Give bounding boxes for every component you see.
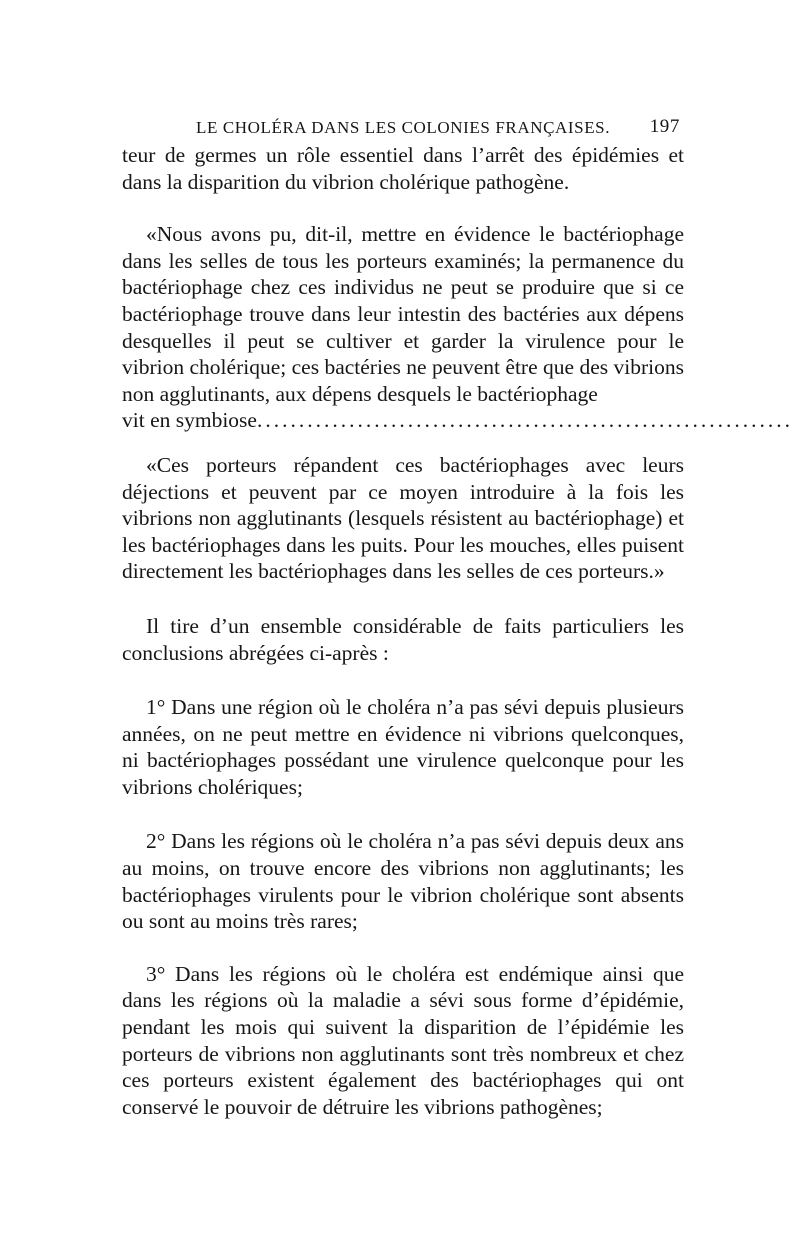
book-page [122, 112, 793, 1120]
quote-paragraph-1 [122, 221, 793, 434]
quote-paragraph-1-last-words: vit en symbiose [122, 408, 257, 433]
paragraph-continuation: teur de germes un rôle essentiel dans l’arrêt des épidémies et dans la disparition du vibrion cholérique pathogène. [122, 143, 684, 194]
paragraph-intro-conclusions: Il tire d’un ensemble considérable de faits particuliers les conclusions abrégées ci-après : [122, 613, 684, 665]
quote-paragraph-1-text: «Nous avons pu, dit-il, mettre en évidence le bactériophage dans les selles de tous les porteurs examinés; la permanence du bactériophage chez ces individus ne peut se produire que si ce bactériophage trouve dans leur intestin des bactéries aux dépens desquelles il peut se cultiver et garder la virulence pour le vibrion cholérique; ces bactéries ne peuvent être que des vibrions non agglutinants, aux dépens desquels le bactériophage [122, 222, 684, 406]
conclusion-2: 2° Dans les régions où le choléra n’a pas sévi depuis deux ans au moins, on trouve encore des vibrions non agglutinants; les bactériophages virulents pour le vibrion cholérique sont absents ou sont au moins très rares; [122, 829, 684, 934]
quote-paragraph-1-last-line [122, 407, 793, 434]
running-head-title: LE CHOLÉRA DANS LES COLONIES FRANÇAISES. [196, 118, 611, 137]
conclusion-3: 3° Dans les régions où le choléra est endémique ainsi que dans les régions où la maladie a sévi sous forme d’épidémie, pendant les mois qui suivent la disparition de l’épidémie les porteurs de vibrions non agglutinants sont très nombreux et chez ces porteurs existent également des bactériophages qui ont conservé le pouvoir de détruire les vibrions pathogènes; [122, 961, 684, 1119]
dot-leader: ................................................................ [256, 408, 793, 433]
quote-paragraph-2: «Ces porteurs répandent ces bactériophages avec leurs déjections et peuvent par ce moyen introduire à la fois les vibrions non agglutinants (lesquels résistent au bactériophage) et les bactériophages dans les puits. Pour les mouches, elles puisent directement les bactériophages dans les selles de ces porteurs.» [122, 452, 684, 584]
running-head [122, 112, 684, 142]
page-number: 197 [649, 116, 680, 137]
conclusion-1: 1° Dans une région où le choléra n’a pas sévi depuis plusieurs années, on ne peut mettre en évidence ni vibrions quelconques, ni bactériophages possédant une virulence quelconque pour les vibrions cholériques; [122, 695, 684, 799]
